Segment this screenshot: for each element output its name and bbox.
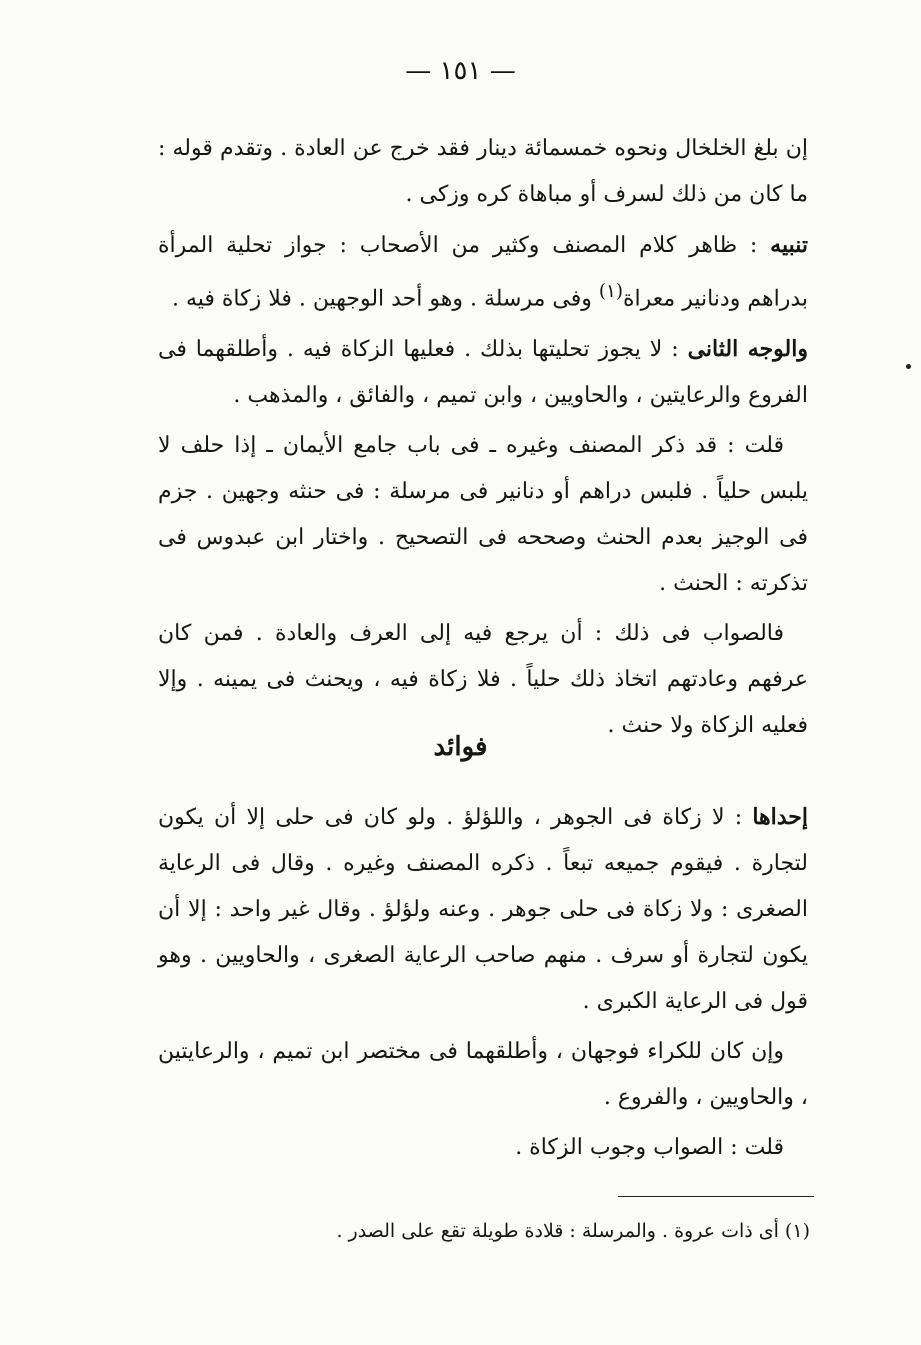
- bottom-text-block: [158, 794, 808, 1175]
- footnote: (١) أى ذات عروة . والمرسلة : قلادة طويلة تقع على الصدر .: [336, 1220, 810, 1242]
- paragraph-8: قلت : الصواب وجوب الزكاة .: [515, 1135, 784, 1160]
- margin-dot: [906, 364, 911, 369]
- paragraph-3: [158, 326, 808, 419]
- paragraph-3-text: : لا يجوز تحليتها بذلك . فعليها الزكاة فيه . وأطلقهما فى الفروع والرعايتين ، والحاويين ، وابن تميم ، والفائق ، والمذهب .: [158, 337, 808, 409]
- paragraph-2-text: : ظاهر كلام المصنف وكثير من الأصحاب : جواز تحلية المرأة بدراهم ودنانير معراة: [158, 233, 808, 312]
- footnote-divider: [618, 1196, 814, 1197]
- paragraph-5: فالصواب فى ذلك : أن يرجع فيه إلى العرف والعادة . فمن كان عرفهم وعادتهم اتخاذ ذلك حلياً . فلا زكاة فيه ، ويحنث فى يمينه . وإلا فعليه الزكاة ولا حنث .: [158, 621, 808, 739]
- paragraph-6-text: : لا زكاة فى الجوهر ، واللؤلؤ . ولو كان فى حلى إلا أن يكون لتجارة . فيقوم جميعه تبعاً . ذكره المصنف وغيره . وقال فى الرعاية الصغرى : ولا زكاة فى حلى جوهر . وعنه ولؤلؤ . وقال غير واحد : إلا أن يكون لتجارة أو سرف . منهم صاحب الرعاية الصغرى ، والحاويين . وهو قول فى الرعاية الكبرى .: [158, 805, 808, 1014]
- first-point-heading: إحداها: [752, 804, 808, 830]
- footnote-reference: (١): [598, 281, 624, 302]
- paragraph-4: قلت : قد ذكر المصنف وغيره ـ فى باب جامع الأيمان ـ إذا حلف لا يلبس حلياً . فلبس دراهم أو دنانير فى مرسلة : فى حنثه وجهين . جزم فى الوجيز بعدم الحنث وصححه فى التصحيح . واختار ابن عبدوس فى تذكرته : الحنث .: [158, 433, 808, 597]
- paragraph-2-tail: وفى مرسلة . وهو أحد الوجهين . فلا زكاة فيه .: [171, 286, 599, 312]
- section-heading: فوائد: [433, 732, 488, 762]
- paragraph-7: وإن كان للكراء فوجهان ، وأطلقهما فى مختصر ابن تميم ، والرعايتين ، والحاويين ، والفروع .: [158, 1039, 808, 1110]
- paragraph-6: [158, 794, 808, 1025]
- page-number: — ١٥١ —: [405, 56, 516, 86]
- paragraph-2: [158, 222, 808, 322]
- tanbih-heading: تنبيه: [770, 232, 808, 258]
- paragraph-1: إن بلغ الخلخال ونحوه خمسمائة دينار فقد خرج عن العادة . وتقدم قوله : ما كان من ذلك لسرف أو مباهاة كره وزكى .: [158, 136, 808, 207]
- top-text-block: [158, 126, 808, 753]
- second-view-heading: والوجه الثانى: [687, 336, 808, 363]
